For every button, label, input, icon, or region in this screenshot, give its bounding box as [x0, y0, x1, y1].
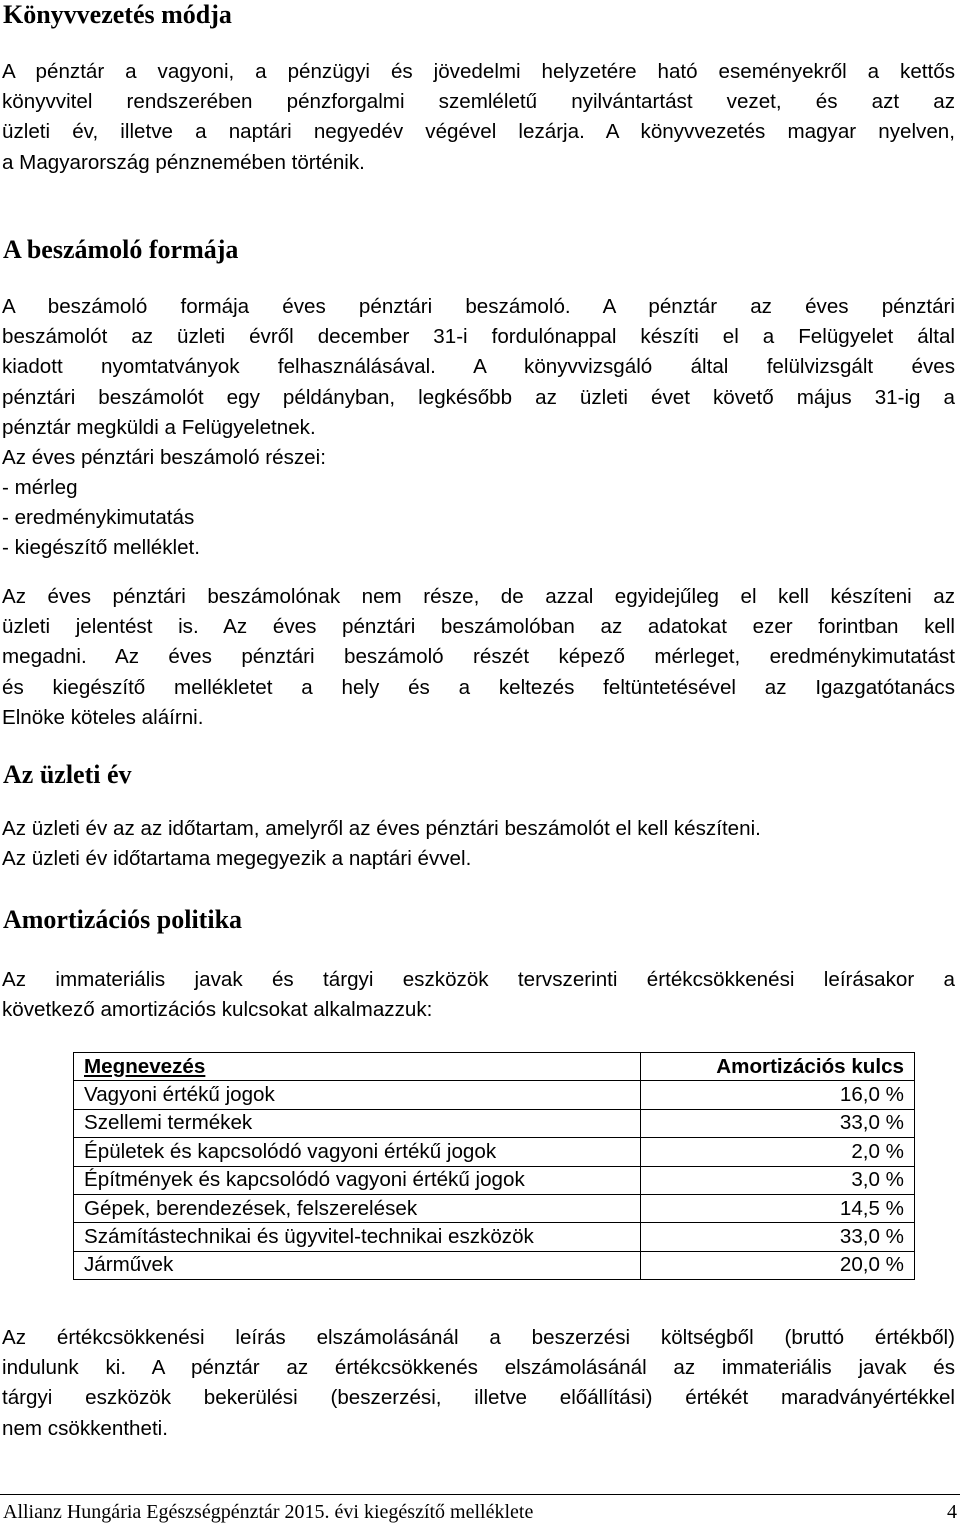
row-name: Épületek és kapcsolódó vagyoni értékű jogok — [74, 1138, 641, 1166]
text-line: kiadott nyomtatványok felhasználásával. A könyvvizsgáló által felülvizsgált éves — [2, 355, 955, 379]
amortization-table — [73, 1052, 915, 1280]
row-rate: 33,0 % — [641, 1223, 915, 1251]
table-row — [74, 1223, 915, 1251]
text-line: Az éves pénztári beszámolónak nem része, de azzal egyidejűleg el kell készíteni az — [2, 585, 955, 608]
table-header-row — [74, 1053, 915, 1081]
row-name: Járművek — [74, 1251, 641, 1279]
text-line: üzleti év, illetve a naptári negyedév végével lezárja. A könyvvezetés magyar nyelven, — [2, 120, 955, 144]
text-line: üzleti jelentést is. Az éves pénztári beszámolóban az adatokat ezer forintban kell — [2, 615, 955, 639]
text-line: a Magyarország pénznemében történik. — [2, 150, 365, 174]
heading-beszamolo: A beszámoló formája — [3, 235, 239, 264]
text-line: Az üzleti év az az időtartam, amelyről az éves pénztári beszámolót el kell készíteni. — [2, 817, 761, 840]
text-line: és kiegészítő mellékletet a hely és a keltezés feltüntetésével az Igazgatótanács — [2, 675, 955, 699]
list-item: - mérleg — [2, 476, 78, 499]
table-row — [74, 1109, 915, 1137]
paragraph-beszamolo-1 — [2, 292, 955, 443]
text-line: Az immateriális javak és tárgyi eszközök tervszerinti értékcsökkenési leírásakor a — [2, 968, 955, 991]
text-line: tárgyi eszközök bekerülési (beszerzési, illetve előállítási) értékét maradványértékkel — [2, 1386, 955, 1410]
header-name: Megnevezés — [74, 1053, 641, 1081]
text-line: megadni. Az éves pénztári beszámoló részét képező mérleget, eredménykimutatást — [2, 645, 955, 669]
row-name: Számítástechnikai és ügyvitel-technikai eszközök — [74, 1223, 641, 1251]
row-rate: 16,0 % — [641, 1081, 915, 1109]
heading-konyvvezetes: Könyvvezetés módja — [3, 0, 232, 29]
text-line: pénztár megküldi a Felügyeletnek. — [2, 415, 316, 439]
text-line: Az értékcsökkenési leírás elszámolásánál a beszerzési költségből (bruttó értékből) — [2, 1326, 955, 1349]
parts-list — [2, 473, 200, 564]
table-row — [74, 1194, 915, 1222]
page-footer — [3, 1499, 957, 1525]
table-row — [74, 1081, 915, 1109]
row-rate: 2,0 % — [641, 1138, 915, 1166]
paragraph-beszamolo-2 — [2, 582, 955, 733]
table-row — [74, 1251, 915, 1279]
text-line: indulunk ki. A pénztár az értékcsökkenés elszámolásánál az immateriális javak és — [2, 1356, 955, 1380]
row-rate: 3,0 % — [641, 1166, 915, 1194]
text-line: Az üzleti év időtartama megegyezik a naptári évvel. — [2, 847, 472, 871]
text-line: könyvvitel rendszerében pénzforgalmi szemléletű nyilvántartást vezet, és azt az — [2, 90, 955, 114]
list-item: - eredménykimutatás — [2, 506, 195, 530]
text-line: pénztári beszámolót egy példányban, legkésőbb az üzleti évet követő május 31-ig a — [2, 385, 955, 409]
paragraph-uzleti-ev — [2, 814, 955, 874]
page-number: 4 — [947, 1501, 957, 1523]
paragraph-konyvvezetes — [2, 57, 955, 178]
paragraph-amortizacio-outro — [2, 1323, 955, 1444]
row-name: Vagyoni értékű jogok — [74, 1081, 641, 1109]
heading-uzleti-ev: Az üzleti év — [3, 760, 132, 789]
row-name: Gépek, berendezések, felszerelések — [74, 1194, 641, 1222]
header-rate: Amortizációs kulcs — [641, 1053, 915, 1081]
row-rate: 33,0 % — [641, 1109, 915, 1137]
row-rate: 20,0 % — [641, 1251, 915, 1279]
footer-divider — [0, 1494, 960, 1495]
row-name: Szellemi termékek — [74, 1109, 641, 1137]
text-line: következő amortizációs kulcsokat alkalmazzuk: — [2, 998, 433, 1022]
table-row — [74, 1138, 915, 1166]
list-item: - kiegészítő melléklet. — [2, 536, 201, 560]
text-line: beszámolót az üzleti évről december 31-i fordulónappal készíti el a Felügyelet által — [2, 325, 955, 349]
text-line: A pénztár a vagyoni, a pénzügyi és jövedelmi helyzetére ható eseményekről a kettős — [2, 60, 955, 83]
heading-amortizacio: Amortizációs politika — [3, 905, 243, 934]
row-rate: 14,5 % — [641, 1194, 915, 1222]
parts-intro: Az éves pénztári beszámoló részei: — [2, 446, 326, 469]
row-name: Építmények és kapcsolódó vagyoni értékű jogok — [74, 1166, 641, 1194]
paragraph-amortizacio-intro — [2, 965, 955, 1025]
text-line: Elnöke köteles aláírni. — [2, 705, 204, 729]
text-line: nem csökkentheti. — [2, 1416, 168, 1440]
footer-title: Allianz Hungária Egészségpénztár 2015. évi kiegészítő melléklete — [3, 1501, 534, 1523]
table-row — [74, 1166, 915, 1194]
text-line: A beszámoló formája éves pénztári beszámoló. A pénztár az éves pénztári — [2, 295, 955, 318]
